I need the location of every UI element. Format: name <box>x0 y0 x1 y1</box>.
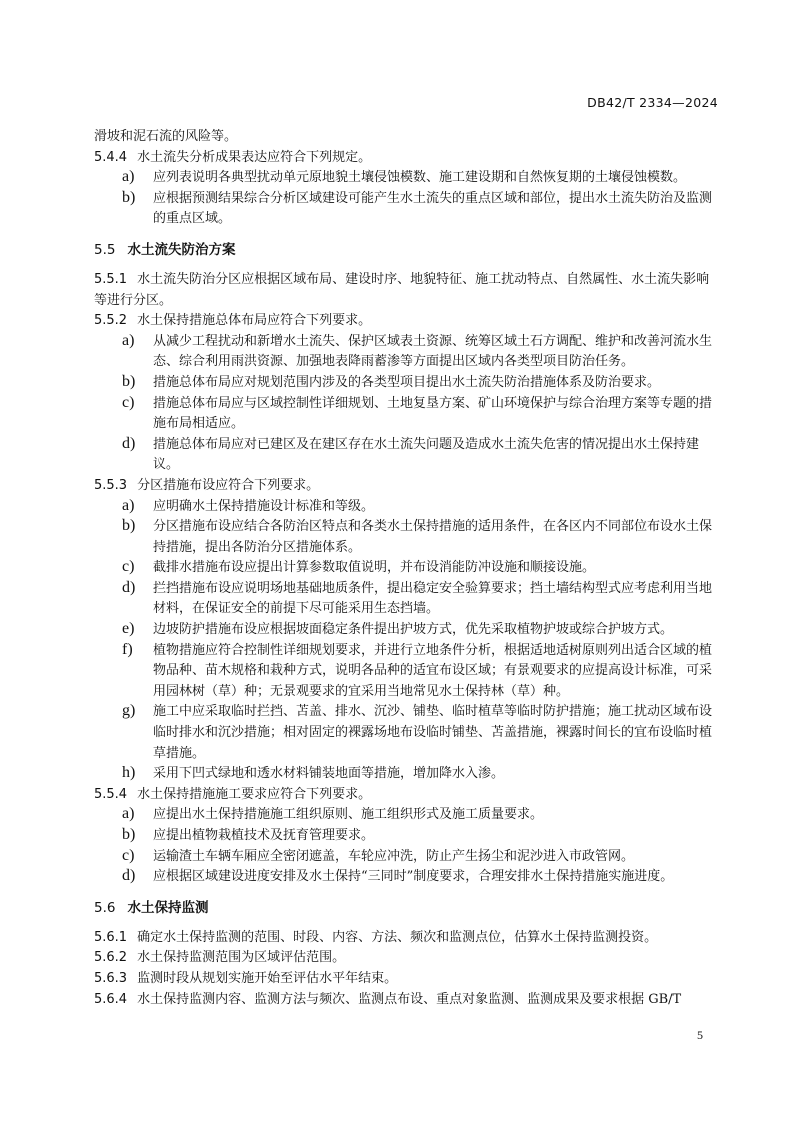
list-item <box>94 702 718 764</box>
list-item <box>94 847 718 868</box>
list-label: b) <box>122 188 136 206</box>
list-item <box>94 394 718 435</box>
list-label: b) <box>122 826 136 843</box>
list-item <box>94 373 718 394</box>
clause-text: 分区措施布设应符合下列要求。 <box>137 477 320 493</box>
list-label: c) <box>122 558 135 576</box>
page-number: 5 <box>697 1028 703 1042</box>
clause-5-6-1 <box>94 928 718 949</box>
list-label: c) <box>122 846 135 864</box>
list-label: b) <box>122 372 136 390</box>
clause-5-5-4 <box>94 785 718 806</box>
list-text: 从减少工程扰动和新增水土流失、保护区域表土资源、统筹区域土石方调配、维护和改善河流水生态、综合利用雨洪资源、加强地表降雨蓄渗等方面提出区域内各类型项目防治任务。 <box>153 333 713 370</box>
list-text: 应根据区域建设进度安排及水土保持“三同时”制度要求，合理安排水土保持措施实施进度。 <box>153 869 674 885</box>
clause-5-5-3 <box>94 476 718 497</box>
clause-number: 5.6.1 <box>94 929 128 945</box>
clause-number: 5.6.3 <box>94 970 128 986</box>
list-label: d) <box>122 434 136 452</box>
list-text: 截排水措施布设应提出计算参数取值说明，并布设消能防冲设施和顺接设施。 <box>153 560 596 576</box>
list-text: 应提出植物栽植技术及抚育管理要求。 <box>153 828 375 843</box>
clause-5-6-3 <box>94 969 718 990</box>
section-number: 5.5 <box>94 241 116 258</box>
list-text: 施工中应采取临时拦挡、苫盖、排水、沉沙、铺垫、临时植草等临时防护措施；施工扰动区域布设临时排水和沉沙措施；相对固定的裸露场地布设临时铺垫、苫盖措施，裸露时间长的宜布设临时植草措施。 <box>153 704 713 761</box>
clause-5-4-4 <box>94 148 718 169</box>
list-label: e) <box>122 620 135 638</box>
list-label: a) <box>122 805 135 823</box>
clause-number: 5.5.4 <box>94 786 128 802</box>
clause-number: 5.6.4 <box>94 991 128 1007</box>
list-item <box>94 826 718 847</box>
list-item <box>94 867 718 888</box>
list-text: 边坡防护措施布设应根据坡面稳定条件提出护坡方式，优先采取植物护坡或综合护坡方式。 <box>153 622 674 638</box>
list-item <box>94 620 718 641</box>
list-item <box>94 189 718 230</box>
list-item <box>94 497 718 518</box>
list-text: 措施总体布局应对规划范围内涉及的各类型项目提出水土流失防治措施体系及防治要求。 <box>153 374 661 390</box>
clause-text: 确定水土保持监测的范围、时段、内容、方法、频次和监测点位，估算水土保持监测投资。 <box>137 929 658 945</box>
clause-text: 水土保持监测范围为区域评估范围。 <box>137 950 346 966</box>
clause-number: 5.5.3 <box>94 477 128 493</box>
list-label: a) <box>122 496 135 514</box>
list-label: a) <box>122 168 135 186</box>
list-item <box>94 641 718 703</box>
paragraph-continuation: 滑坡和泥石流的风险等。 <box>94 129 238 144</box>
section-title: 水土流失防治方案 <box>127 241 236 258</box>
list-item <box>94 332 718 373</box>
list-item <box>94 517 718 558</box>
document-code: DB42/T 2334—2024 <box>587 95 718 110</box>
list-item <box>94 168 718 189</box>
clause-text: 水土流失防治分区应根据区域布局、建设时序、地貌特征、施工扰动特点、自然属性、水土流失影响等进行分区。 <box>94 271 710 308</box>
list-label: b) <box>122 517 136 535</box>
list-item <box>94 805 718 826</box>
clause-number: 5.5.1 <box>94 271 128 287</box>
clause-5-6-4 <box>94 990 718 1011</box>
list-item <box>94 579 718 620</box>
list-item <box>94 435 718 476</box>
clause-5-5-1 <box>94 270 718 311</box>
list-item <box>94 764 718 785</box>
list-text: 应列表说明各典型扰动单元原地貌土壤侵蚀模数、施工建设期和自然恢复期的土壤侵蚀模数。 <box>153 170 687 186</box>
section-title: 水土保持监测 <box>127 899 209 916</box>
list-text: 应提出水土保持措施施工组织原则、施工组织形式及施工质量要求。 <box>153 807 544 823</box>
section-heading-5-6 <box>94 898 718 918</box>
list-label: a) <box>122 331 135 349</box>
list-text: 采用下凹式绿地和透水材料铺装地面等措施，增加降水入渗。 <box>153 766 505 782</box>
list-text: 运输渣土车辆车厢应全密闭遮盖，车轮应冲洗，防止产生扬尘和泥沙进入市政管网。 <box>153 848 635 864</box>
section-number: 5.6 <box>94 899 116 916</box>
list-label: g) <box>122 702 136 720</box>
section-heading-5-5 <box>94 240 718 260</box>
list-text: 应明确水土保持措施设计标准和等级。 <box>153 498 375 514</box>
list-text: 植物措施应符合控制性详细规划要求，并进行立地条件分析，根据适地适树原则列出适合区域的植物品种、苗木规格和栽种方式，说明各品种的适宜布设区域；有景观要求的应提高设计标准，可采用园林树（草）种；无景观要求的宜采用当地常见水土保持林（草）种。 <box>153 642 713 699</box>
document-body <box>94 127 718 1010</box>
clause-text: 水土保持监测内容、监测方法与频次、监测点布设、重点对象监测、监测成果及要求根据 GB/T <box>137 991 682 1007</box>
list-text: 措施总体布局应与区域控制性详细规划、土地复垦方案、矿山环境保护与综合治理方案等专题的措施布局相适应。 <box>153 395 713 432</box>
clause-number: 5.5.2 <box>94 313 128 329</box>
list-label: d) <box>122 867 136 885</box>
clause-text: 水土流失分析成果表达应符合下列规定。 <box>137 149 372 165</box>
list-label: f) <box>122 640 133 658</box>
list-label: h) <box>122 764 136 782</box>
list-text: 拦挡措施布设应说明场地基础地质条件，提出稳定安全验算要求；挡土墙结构型式应考虑利用当地材料，在保证安全的前提下尽可能采用生态挡墙。 <box>153 580 713 617</box>
list-label: c) <box>122 393 135 411</box>
list-text: 分区措施布设应结合各防治区特点和各类水土保持措施的适用条件，在各区内不同部位布设水土保持措施，提出各防治分区措施体系。 <box>153 519 713 555</box>
clause-5-6-2 <box>94 948 718 969</box>
clause-number: 5.4.4 <box>94 149 128 165</box>
clause-5-5-2 <box>94 311 718 332</box>
clause-text: 监测时段从规划实施开始至评估水平年结束。 <box>137 970 398 986</box>
list-text: 措施总体布局应对已建区及在建区存在水土流失问题及造成水土流失危害的情况提出水土保持建议。 <box>153 436 700 473</box>
list-item <box>94 558 718 579</box>
clause-text: 水土保持措施总体布局应符合下列要求。 <box>137 313 372 329</box>
list-text: 应根据预测结果综合分析区域建设可能产生水土流失的重点区域和部位，提出水土流失防治及监测的重点区域。 <box>153 190 713 227</box>
clause-text: 水土保持措施施工要求应符合下列要求。 <box>137 786 372 802</box>
clause-number: 5.6.2 <box>94 950 128 966</box>
list-label: d) <box>122 578 136 596</box>
